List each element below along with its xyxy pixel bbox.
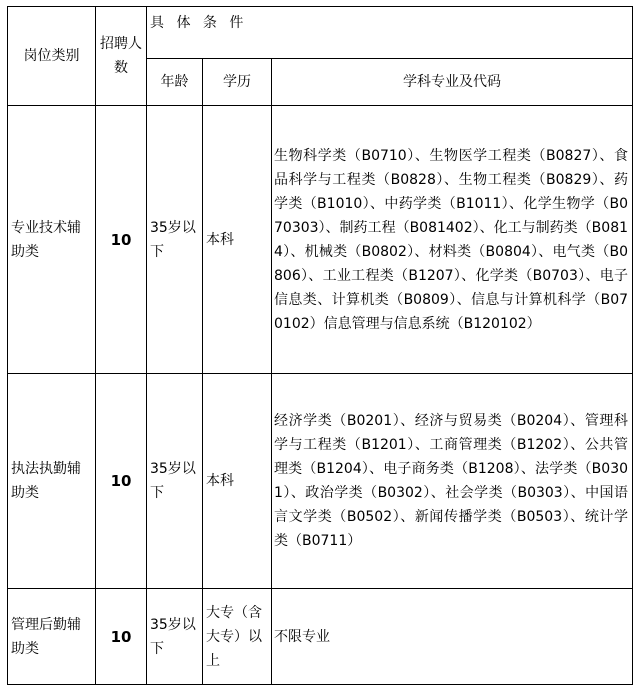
- table-row: [8, 106, 633, 374]
- row-education: 大专（含大专）以上: [203, 589, 272, 685]
- row-major: 经济学类（B0201）、经济与贸易类（B0204）、管理科学与工程类（B1201）、工商管理类（B1202）、公共管理类（B1204）、电子商务类（B1208）、法学类（B0301）、政治学类（B0302）、社会学类（B0303）、中国语言文学类（B0502）、新闻传播学类（B0503）、统计学类（B0711）: [272, 374, 633, 589]
- header-conditions: 具 体 条 件: [147, 7, 633, 59]
- row-category: 执法执勤辅助类: [8, 374, 96, 589]
- header-headcount: 招聘人数: [96, 7, 147, 106]
- row-education: 本科: [203, 374, 272, 589]
- row-major: 不限专业: [272, 589, 633, 685]
- row-education: 本科: [203, 106, 272, 374]
- recruitment-table: [7, 6, 633, 685]
- row-age: 35岁以下: [147, 374, 203, 589]
- row-age: 35岁以下: [147, 106, 203, 374]
- row-category: 管理后勤辅助类: [8, 589, 96, 685]
- header-age: 年龄: [147, 59, 203, 106]
- row-headcount: 10: [96, 374, 147, 589]
- header-position-category: 岗位类别: [8, 7, 96, 106]
- table-row: [8, 589, 633, 685]
- header-major: 学科专业及代码: [272, 59, 633, 106]
- header-education: 学历: [203, 59, 272, 106]
- table-row: [8, 374, 633, 589]
- row-major: 生物科学类（B0710）、生物医学工程类（B0827）、食品科学与工程类（B0828）、生物工程类（B0829）、药学类（B1010）、中药学类（B1011）、化学生物学（B070303）、制药工程（B081402）、化工与制药类（B0814）、机械类（B0802）、材料类（B0804）、电气类（B0806）、工业工程类（B1207）、化学类（B0703）、电子信息类、计算机类（B0809）、信息与计算机科学（B070102）信息管理与信息系统（B120102）: [272, 106, 633, 374]
- row-headcount: 10: [96, 589, 147, 685]
- row-category: 专业技术辅助类: [8, 106, 96, 374]
- row-headcount: 10: [96, 106, 147, 374]
- row-age: 35岁以下: [147, 589, 203, 685]
- header-row-1: [8, 7, 633, 59]
